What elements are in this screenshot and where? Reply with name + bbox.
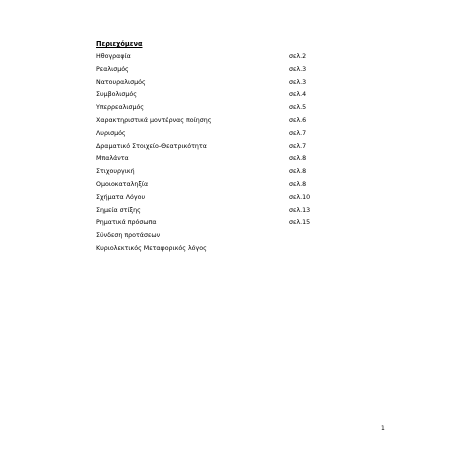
toc-entry bbox=[96, 167, 336, 180]
toc-entry-label: Σχήματα Λόγου bbox=[96, 193, 146, 201]
toc-entry-label: Συμβολισμός bbox=[96, 91, 137, 99]
toc-entry-page: σελ.4 bbox=[289, 91, 307, 99]
toc-entry-label: Ρεαλισμός bbox=[96, 65, 129, 73]
toc-entry bbox=[96, 206, 336, 219]
toc-entry bbox=[96, 142, 336, 155]
toc-entry bbox=[96, 65, 336, 78]
toc-entry bbox=[96, 244, 336, 257]
toc-entry-label: Σημεία στίξης bbox=[96, 206, 141, 214]
toc-entry-page: σελ.8 bbox=[289, 180, 307, 188]
toc-entry-page: σελ.3 bbox=[289, 65, 307, 73]
toc-entry-page: σελ.3 bbox=[289, 78, 307, 86]
toc-entry-label: Ομοιοκαταληξία bbox=[96, 180, 149, 188]
toc-entry-page: σελ.7 bbox=[289, 142, 307, 150]
toc-entry-label: Ρηματικά πρόσωπα bbox=[96, 219, 157, 227]
toc-entry-label: Χαρακτηριστικά μοντέρνας ποίησης bbox=[96, 116, 212, 124]
toc-list bbox=[96, 52, 336, 257]
toc-entry bbox=[96, 180, 336, 193]
toc-entry-label: Λυρισμός bbox=[96, 129, 126, 137]
toc-entry-label: Σύνδεση προτάσεων bbox=[96, 232, 161, 240]
toc-title: Περιεχόμενα bbox=[96, 40, 143, 48]
toc-entry bbox=[96, 103, 336, 116]
toc-entry bbox=[96, 218, 336, 231]
toc-entry-label: Κυριολεκτικός Μεταφορικός λόγος bbox=[96, 244, 207, 252]
toc-entry bbox=[96, 90, 336, 103]
toc-entry-label: Δραματικό Στοιχείο-Θεατρικότητα bbox=[96, 142, 207, 150]
toc-entry-label: Νατουραλισμός bbox=[96, 78, 146, 86]
toc-entry-page: σελ.7 bbox=[289, 129, 307, 137]
toc-entry bbox=[96, 116, 336, 129]
toc-entry-page: σελ.8 bbox=[289, 155, 307, 163]
toc-entry bbox=[96, 129, 336, 142]
toc-entry-page: σελ.13 bbox=[289, 206, 311, 214]
toc-entry bbox=[96, 231, 336, 244]
page-number: 1 bbox=[381, 425, 385, 432]
toc-entry-page: σελ.8 bbox=[289, 168, 307, 176]
toc-entry-label: Στιχουργική bbox=[96, 168, 135, 176]
toc-entry-label: Ηθογραφία bbox=[96, 53, 131, 60]
toc-entry bbox=[96, 193, 336, 206]
toc-entry bbox=[96, 78, 336, 91]
toc-entry-page: σελ.6 bbox=[289, 116, 307, 124]
toc-entry-page: σελ.15 bbox=[289, 219, 311, 227]
toc-entry-page: σελ.10 bbox=[289, 193, 311, 201]
toc-entry bbox=[96, 52, 336, 65]
toc-entry-page: σελ.2 bbox=[289, 53, 307, 60]
toc-entry-label: Υπερρεαλισμός bbox=[96, 104, 144, 112]
toc-entry bbox=[96, 154, 336, 167]
toc-entry-label: Μπαλάντα bbox=[96, 155, 129, 163]
toc-entry-page: σελ.5 bbox=[289, 104, 307, 112]
